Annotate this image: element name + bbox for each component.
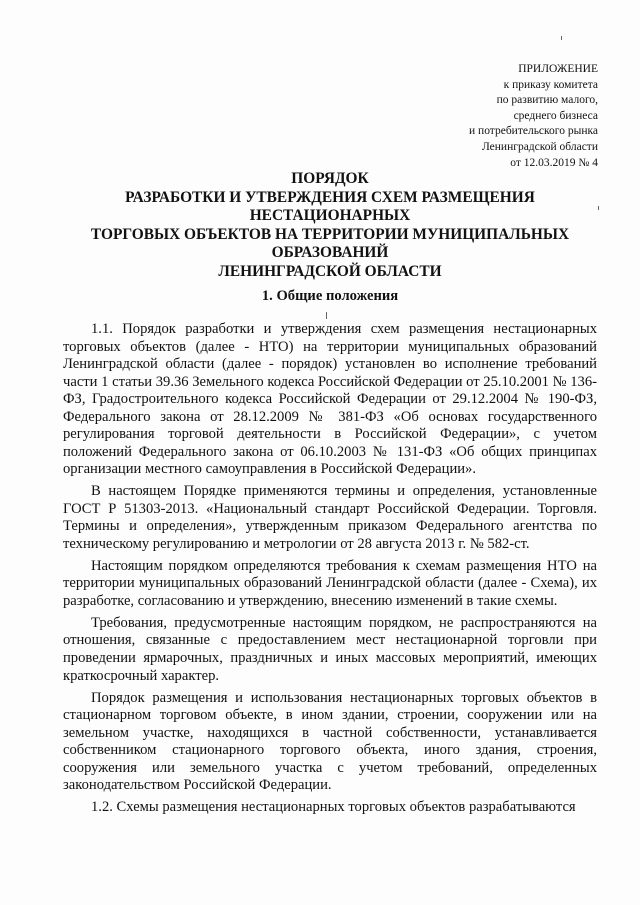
title-line: ПОРЯДОК — [291, 170, 369, 187]
paragraph: Требования, предусмотренные настоящим порядком, не распространяются на отношения, связанные с предоставлением мест нестационарной торговли при проведении ярмарочных, праздничных и иных массовых мероприятий, имеющих краткосрочный характер. — [63, 614, 597, 684]
approval-line: к приказу комитета — [503, 78, 598, 91]
scan-speck — [561, 36, 562, 40]
scan-speck — [598, 206, 599, 210]
approval-line: среднего бизнеса — [513, 109, 598, 122]
title-line: ЛЕНИНГРАДСКОЙ ОБЛАСТИ — [218, 262, 442, 280]
section-heading: 1. Общие положения — [261, 288, 399, 304]
approval-line: Ленинградской области — [481, 140, 598, 153]
paragraph: 1.1. Порядок разработки и утверждения схем размещения нестационарных торговых объектов (далее - НТО) на территории муниципальных образований Ленинградской области (далее - порядок) установлен во исполнение требований части 1 статьи 39.36 Земельного кодекса Российской Федерации от 25.10.2001 № 136-ФЗ, Градостроительного кодекса Российской Федерации от 29.12.2004 № 190-ФЗ, Федерального закона от 28.12.2009 № 381-ФЗ «Об основах государственного регулирования торговой деятельности в Российской Федерации», с учетом положений Федерального закона от 06.10.2003 № 131-ФЗ «Об общих принципах организации местного самоуправления в Российской Федерации». — [63, 321, 597, 478]
approval-line: ПРИЛОЖЕНИЕ — [518, 63, 598, 75]
paragraph: В настоящем Порядке применяются термины и определения, установленные ГОСТ Р 51303-2013. «Национальный стандарт Российской Федерации. Торговля. Термины и определения», утвержденным приказом Федерального агентства по техническому регулированию и метрологии от 28 августа 2013 г. № 582-ст. — [63, 483, 597, 552]
paragraph: Порядок размещения и использования нестационарных торговых объектов в стационарном торговом объекте, в ином здании, строении, сооружении или на земельном участке, находящихся в частной собственности, устанавливается собственником стационарного торгового объекта, иного здания, строения, сооружения или земельного участка с учетом требований, определенных законодательством Российской Федерации. — [63, 689, 597, 794]
paragraph: 1.2. Схемы размещения нестационарных торговых объектов разрабатываются — [91, 799, 576, 816]
approval-date: от 12.03.2019 № 4 — [510, 156, 598, 169]
paragraph: Настоящим порядком определяются требования к схемам размещения НТО на территории муниципальных образований Ленинградской области (далее - Схема), их разработке, согласованию и утверждению, внесению изменений в такие схемы. — [63, 557, 597, 609]
title-line: РАЗРАБОТКИ И УТВЕРЖДЕНИЯ СХЕМ РАЗМЕЩЕНИЯ — [125, 188, 535, 206]
title-line: НЕСТАЦИОНАРНЫХ — [249, 207, 411, 225]
approval-stamp — [469, 62, 598, 171]
scan-speck — [326, 312, 327, 319]
approval-line: по развитию малого, — [496, 94, 598, 107]
section-body — [63, 321, 597, 817]
document-title — [60, 170, 600, 282]
title-line: ТОРГОВЫХ ОБЪЕКТОВ НА ТЕРРИТОРИИ МУНИЦИПАЛЬНЫХ — [90, 225, 570, 243]
approval-line: и потребительского рынка — [469, 125, 598, 138]
title-line: ОБРАЗОВАНИЙ — [271, 244, 389, 262]
